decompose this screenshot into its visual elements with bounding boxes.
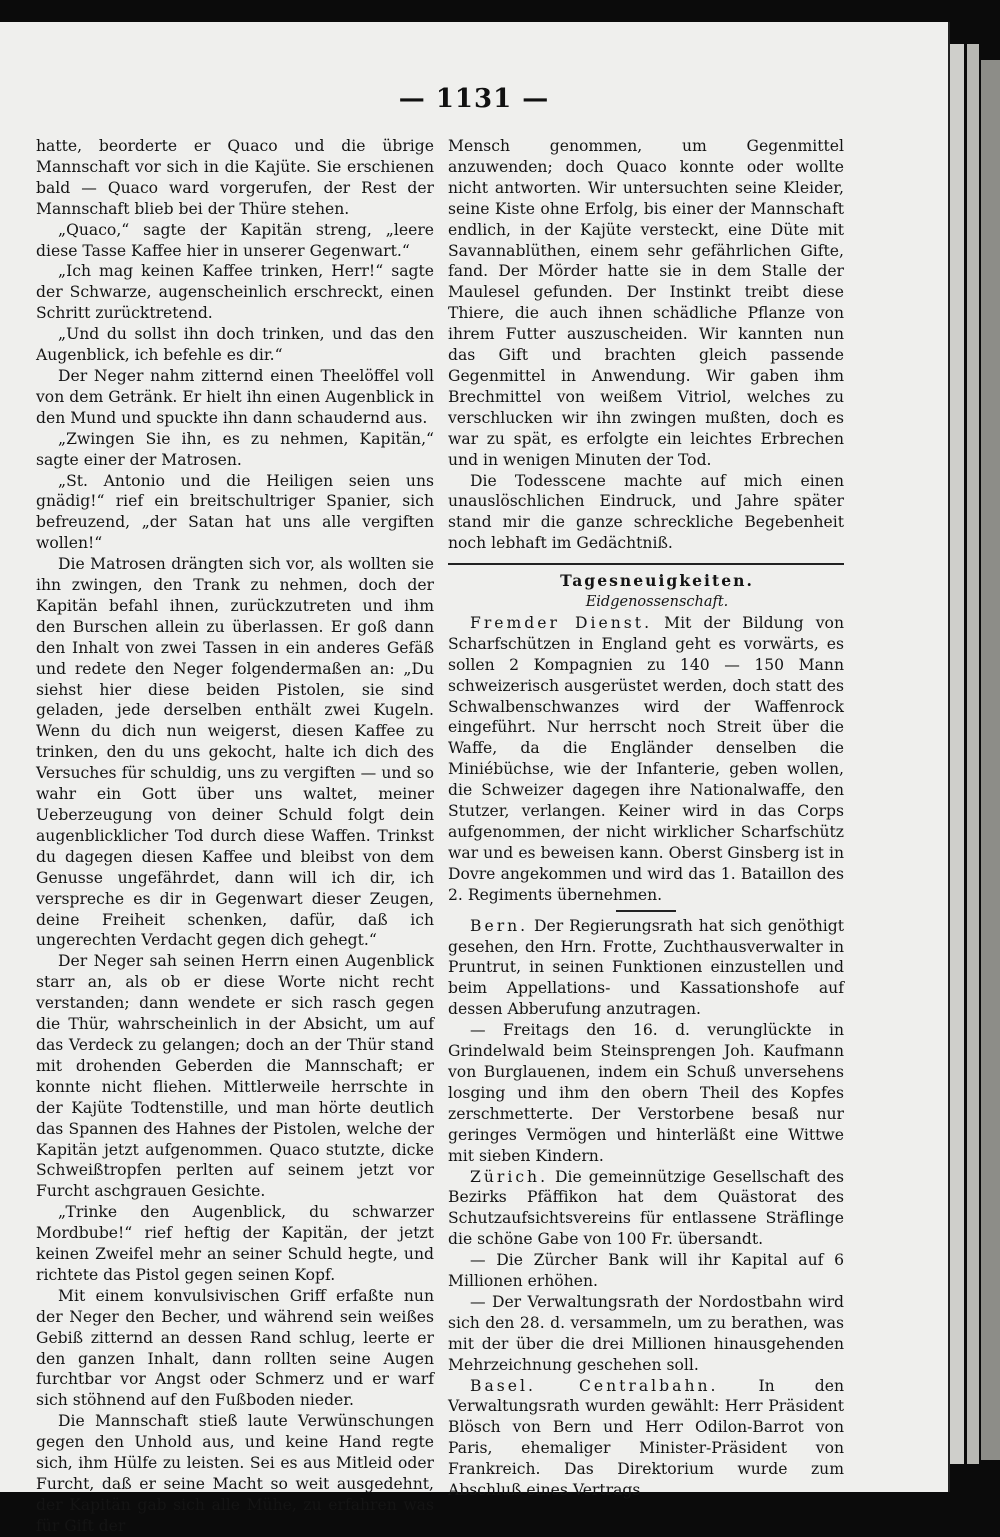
paragraph: hatte, beorderte er Quaco und die übrige Mannschaft vor sich in die Kajüte. Sie erschienen bald — Quaco ward vorgerufen, der Rest der Mannschaft blieb bei der Thüre stehen. (36, 137, 434, 218)
news-text: — Die Zürcher Bank will ihr Kapital auf 6 Millionen erhöhen. (448, 1251, 844, 1291)
news-dateline: Fremder Dienst. (470, 613, 653, 632)
news-item (448, 1376, 844, 1501)
section-divider (448, 563, 844, 565)
news-text: — Freitags den 16. d. verunglückte in Grindelwald beim Steinsprengen Joh. Kaufmann von Burglauenen, indem ein Schuß unversehens losging und ihm den obern Theil des Kopfes zerschmetterte. Der Verstorbene besaß nur geringes Vermögen und hinterläßt eine Wittwe mit sieben Kindern. (448, 1021, 844, 1165)
paragraph: Mensch genommen, um Gegenmittel anzuwenden; doch Quaco konnte oder wollte nicht antworten. Wir untersuchten seine Kleider, seine Kiste ohne Erfolg, bis einer der Mannschaft endlich, in der Kajüte versteckt, eine Düte mit Savannablüthen, einem sehr gefährlichen Gifte, fand. Der Mörder hatte sie in dem Stalle der Maulesel gefunden. Der Instinkt treibt diese Thiere, die auch ihnen schädliche Pflanze von ihrem Futter auszuscheiden. Wir kannten nun das Gift und brachten gleich passende Gegenmittel in Anwendung. Wir gaben ihm Brechmittel von weißem Vitriol, welches zu verschlucken wir ihn zwingen mußten, doch es war zu spät, es erfolgte ein leichtes Erbrechen und in wenigen Minuten der Tod. (448, 137, 844, 469)
news-text: Der Regierungsrath hat sich genöthigt gesehen, den Hrn. Frotte, Zuchthausverwalter in Pruntrut, in seinen Funktionen einzustellen und beim Appellations- und Kassationshofe auf dessen Abberufung anzutragen. (448, 916, 844, 1019)
subsection-heading: Eidgenossenschaft. (585, 594, 729, 611)
news-item (448, 613, 844, 906)
news-dateline: Basel. Centralbahn. (470, 1376, 719, 1395)
news-text: In den Verwaltungsrath wurden gewählt: Herr Präsident Blösch von Bern und Herr Odilon-Barrot von Paris, ehemaliger Minister-Präsident von Frankreich. Das Direktorium wurde zum Abschluß eines Vertrags (448, 1376, 845, 1500)
paragraph: „Quaco,“ sagte der Kapitän streng, „leere diese Tasse Kaffee hier in unserer Gegenwart.“ (36, 220, 434, 260)
paragraph: Die Todesscene machte auf mich einen unauslöschlichen Eindruck, und Jahre später stand mir die ganze schreckliche Begebenheit noch lebhaft im Gedächtniß. (448, 471, 844, 553)
page-edge (950, 44, 964, 1464)
paragraph: Die Mannschaft stieß laute Verwünschungen gegen den Unhold aus, und keine Hand regte sich, ihm Hülfe zu leisten. Sei es aus Mitleid oder Furcht, daß er seine Macht so weit ausgedehnt, der Kapitän gab sich alle Mühe, zu erfahren was für Gift der (36, 1412, 434, 1535)
right-column (448, 136, 844, 1501)
item-divider (616, 910, 676, 912)
page-number-header: — 1131 — (398, 84, 550, 114)
news-item (448, 1167, 844, 1251)
paragraph: „Zwingen Sie ihn, es zu nehmen, Kapitän,“ sagte einer der Matrosen. (36, 429, 434, 469)
paragraph: Die Matrosen drängten sich vor, als wollten sie ihn zwingen, den Trank zu nehmen, doch der Kapitän befahl ihnen, zurückzutreten und ihm den Burschen allein zu überlassen. Er goß dann den Inhalt von zwei Tassen in ein anderes Gefäß und redete den Neger folgendermaßen an: „Du siehst hier diese beiden Pistolen, sie sind geladen, jede derselben enthält zwei Kugeln. Wenn du dich nun weigerst, diesen Kaffee zu trinken, den du uns gekocht, halte ich dich des Versuches für schuldig, uns zu vergiften — und so wahr ein Gott über uns waltet, meiner Ueberzeugung von deiner Schuld folgt dein augenblicklicher Tod durch diese Waffen. Trinkst du dagegen diesen Kaffee und bleibst von dem Genusse ungefährdet, dann will ich dir, ich verspreche es dir in Gegenwart dieser Zeugen, deine Freiheit schenken, dafür, daß ich ungerechten Verdacht gegen dich gehegt.“ (36, 555, 434, 950)
paragraph: Der Neger sah seinen Herrn einen Augenblick starr an, als ob er diese Worte nicht recht verstanden; dann wendete er sich rasch gegen die Thür, wahrscheinlich in der Absicht, um auf das Verdeck zu gelangen; doch an der Thür stand mit drohenden Geberden die Mannschaft; er konnte nicht fliehen. Mittlerweile herrschte in der Kajüte Todtenstille, und man hörte deutlich das Spannen des Hahnes der Pistolen, welche der Kapitän jetzt aufgenommen. Quaco stutzte, dicke Schweißtropfen perlten auf seinem jetzt vor Furcht aschgrauen Gesichte. (36, 952, 434, 1201)
news-item (448, 1020, 844, 1166)
paragraph: „Trinke den Augenblick, du schwarzer Mordbube!“ rief heftig der Kapitän, der jetzt keinen Zweifel mehr an seiner Schuld hegte, und richtete das Pistol gegen seinen Kopf. (36, 1203, 434, 1284)
paragraph: Mit einem konvulsivischen Griff erfaßte nun der Neger den Becher, und während sein weißes Gebiß zitternd an dessen Rand schlug, leerte er den ganzen Inhalt, dann rollten seine Augen furchtbar vor Angst oder Schmerz und er warf sich stöhnend auf den Fußboden nieder. (36, 1286, 434, 1410)
news-text: Mit der Bildung von Scharfschützen in England geht es vorwärts, es sollen 2 Kompagnien zu 140 — 150 Mann schweizerisch ausgerüstet werden, doch statt des Schwalbenschwanzes wird der Waffenrock eingeführt. Nur herrscht noch Streit über die Waffe, da die Engländer denselben die Miniébüchse, wie der Infanterie, geben wollen, die Schweizer dagegen ihre Nationalwaffe, den Stutzer, verlangen. Keiner wird in das Corps aufgenommen, der nicht wirklicher Scharfschütz war und es beweisen kann. Oberst Ginsberg ist in Dovre angekommen und wird das 1. Bataillon des 2. Regiments übernehmen. (448, 613, 844, 904)
page-edge (967, 44, 979, 1464)
paragraph: „St. Antonio und die Heiligen seien uns gnädig!“ rief ein breitschultriger Spanier, sich befreuzend, „der Satan hat uns alle vergiften wollen!“ (36, 471, 434, 553)
paragraph: „Ich mag keinen Kaffee trinken, Herr!“ sagte der Schwarze, augenscheinlich erschreckt, einen Schritt zurücktretend. (36, 262, 434, 323)
paragraph: „Und du sollst ihn doch trinken, und das den Augenblick, ich befehle es dir.“ (36, 325, 434, 365)
news-item (448, 916, 844, 1021)
news-text: Die gemeinnützige Gesellschaft des Bezirks Pfäffikon hat dem Quästorat des Schutzaufsichtsvereins für entlassene Sträflinge die schöne Gabe von 100 Fr. übersandt. (448, 1167, 844, 1249)
news-item (448, 1292, 844, 1376)
left-column (36, 136, 434, 1537)
news-item (448, 1250, 844, 1292)
news-dateline: Bern. (470, 916, 529, 935)
news-text: — Der Verwaltungsrath der Nordostbahn wird sich den 28. d. versammeln, um zu berathen, was mit der über die drei Millionen hinausgehenden Mehrzeichnung geschehen soll. (448, 1292, 844, 1374)
paragraph: Der Neger nahm zitternd einen Theelöffel voll von dem Getränk. Er hielt ihn einen Augenblick in den Mund und spuckte ihn dann schaudernd aus. (36, 366, 434, 427)
book-spine (981, 60, 1000, 1460)
news-dateline: Zürich. (470, 1167, 549, 1186)
section-heading: Tagesneuigkeiten. (560, 571, 754, 591)
